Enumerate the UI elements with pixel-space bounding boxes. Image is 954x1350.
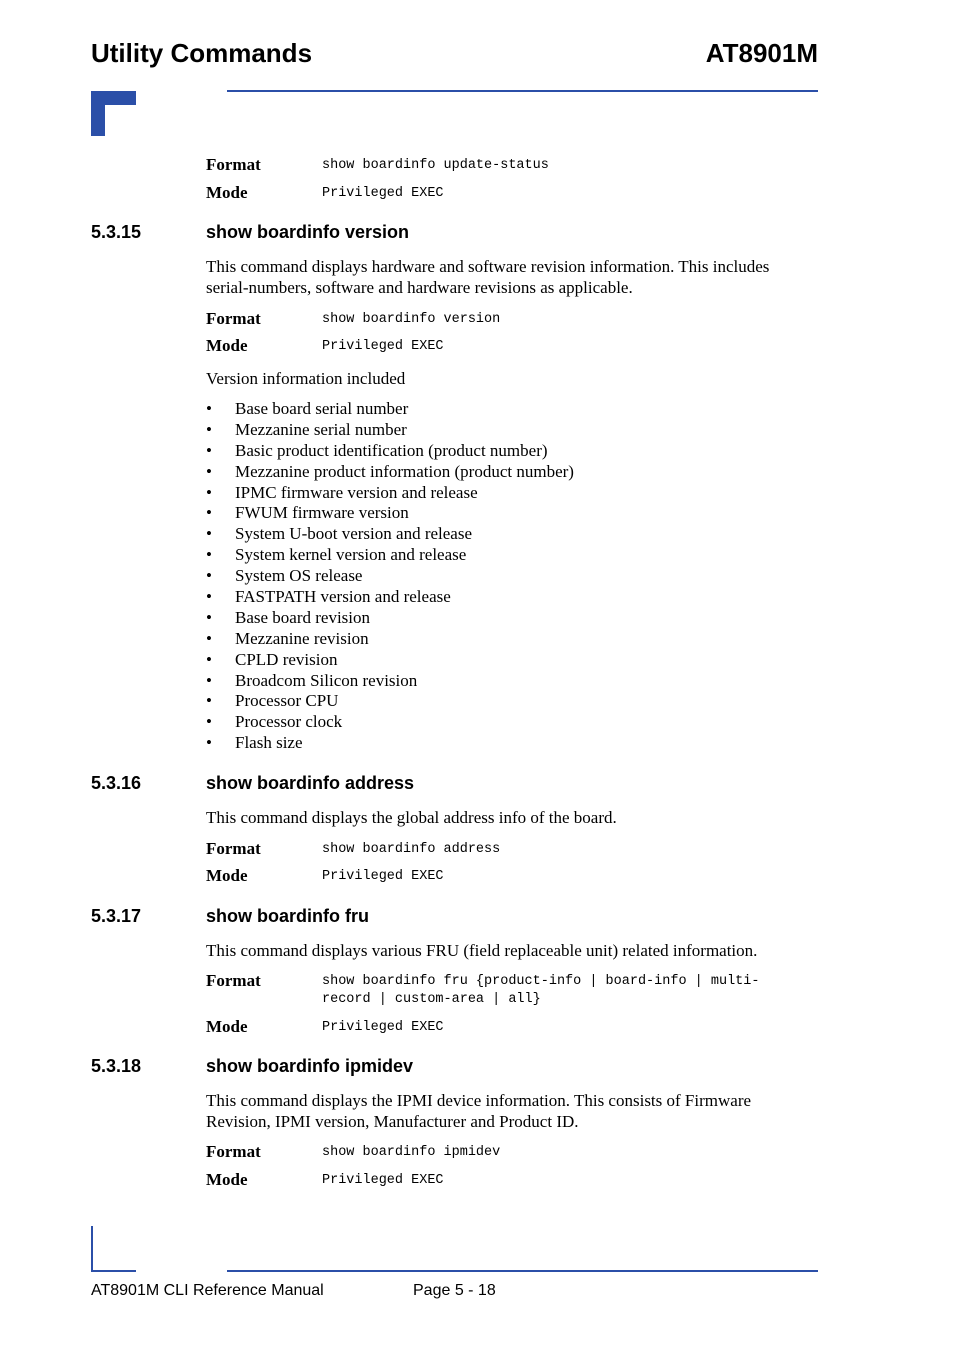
list-item: • Basic product identification (product number) [206,440,574,461]
format-command-line-2: record | custom-area | all} [322,992,541,1007]
chapter-title: Utility Commands [91,38,313,68]
footer-manual-title: AT8901M CLI Reference Manual [91,1282,324,1299]
list-intro: Version information included [206,369,406,388]
mode-value: Privileged EXEC [322,339,444,354]
section-description: This command displays various FRU (field replaceable unit) related information. [206,941,758,960]
list-item: • FASTPATH version and release [206,586,574,607]
mode-label: Mode [206,183,248,202]
format-command: show boardinfo address [322,842,501,857]
list-item: • Broadcom Silicon revision [206,670,574,691]
list-item: • Base board revision [206,607,574,628]
format-label: Format [206,309,261,328]
header-rule [227,90,818,92]
section-title: show boardinfo address [206,773,415,793]
format-command: show boardinfo version [322,312,501,327]
format-label: Format [206,971,261,990]
corner-mark-horizontal [91,91,136,105]
list-item: • System kernel version and release [206,544,574,565]
footer-page-number: Page 5 - 18 [413,1282,496,1299]
mode-value: Privileged EXEC [322,1020,444,1035]
format-command: show boardinfo update-status [322,158,549,173]
list-item: • Processor CPU [206,690,574,711]
format-command-line-1: show boardinfo fru {product-info | board-info | multi- [322,974,760,989]
section-number: 5.3.18 [91,1056,142,1076]
list-item: • Mezzanine product information (product number) [206,461,574,482]
section-number: 5.3.15 [91,222,142,242]
section-number: 5.3.16 [91,773,142,793]
footer-rule [227,1270,818,1272]
product-title: AT8901M [705,38,818,68]
list-item: • Mezzanine serial number [206,419,574,440]
mode-label: Mode [206,1017,248,1036]
mode-value: Privileged EXEC [322,1173,444,1188]
section-description: This command displays the global address info of the board. [206,808,617,827]
format-label: Format [206,839,261,858]
section-title: show boardinfo fru [206,906,369,926]
section-title: show boardinfo version [206,222,410,242]
format-command: show boardinfo ipmidev [322,1145,501,1160]
list-item: • Base board serial number [206,398,574,419]
section-description: This command displays hardware and software revision information. This includes serial-numbers, software and hardware revisions as applicable. [206,257,770,297]
list-item: • Processor clock [206,711,574,732]
version-info-list [206,398,574,753]
list-item: • CPLD revision [206,649,574,670]
footer-corner-horizontal [91,1270,136,1272]
section-description: This command displays the IPMI device information. This consists of Firmware Revision, IPMI version, Manufacturer and Product ID. [206,1091,752,1131]
footer-corner-vertical [91,1226,93,1272]
mode-label: Mode [206,1170,248,1189]
list-item: • Flash size [206,732,574,753]
list-item: • Mezzanine revision [206,628,574,649]
section-number: 5.3.17 [91,906,142,926]
mode-value: Privileged EXEC [322,869,444,884]
mode-label: Mode [206,336,248,355]
list-item: • IPMC firmware version and release [206,482,574,503]
mode-label: Mode [206,866,248,885]
list-item: • System U-boot version and release [206,523,574,544]
mode-value: Privileged EXEC [322,186,444,201]
format-label: Format [206,155,261,174]
section-title: show boardinfo ipmidev [206,1056,414,1076]
format-label: Format [206,1142,261,1161]
list-item: • System OS release [206,565,574,586]
list-item: • FWUM firmware version [206,502,574,523]
